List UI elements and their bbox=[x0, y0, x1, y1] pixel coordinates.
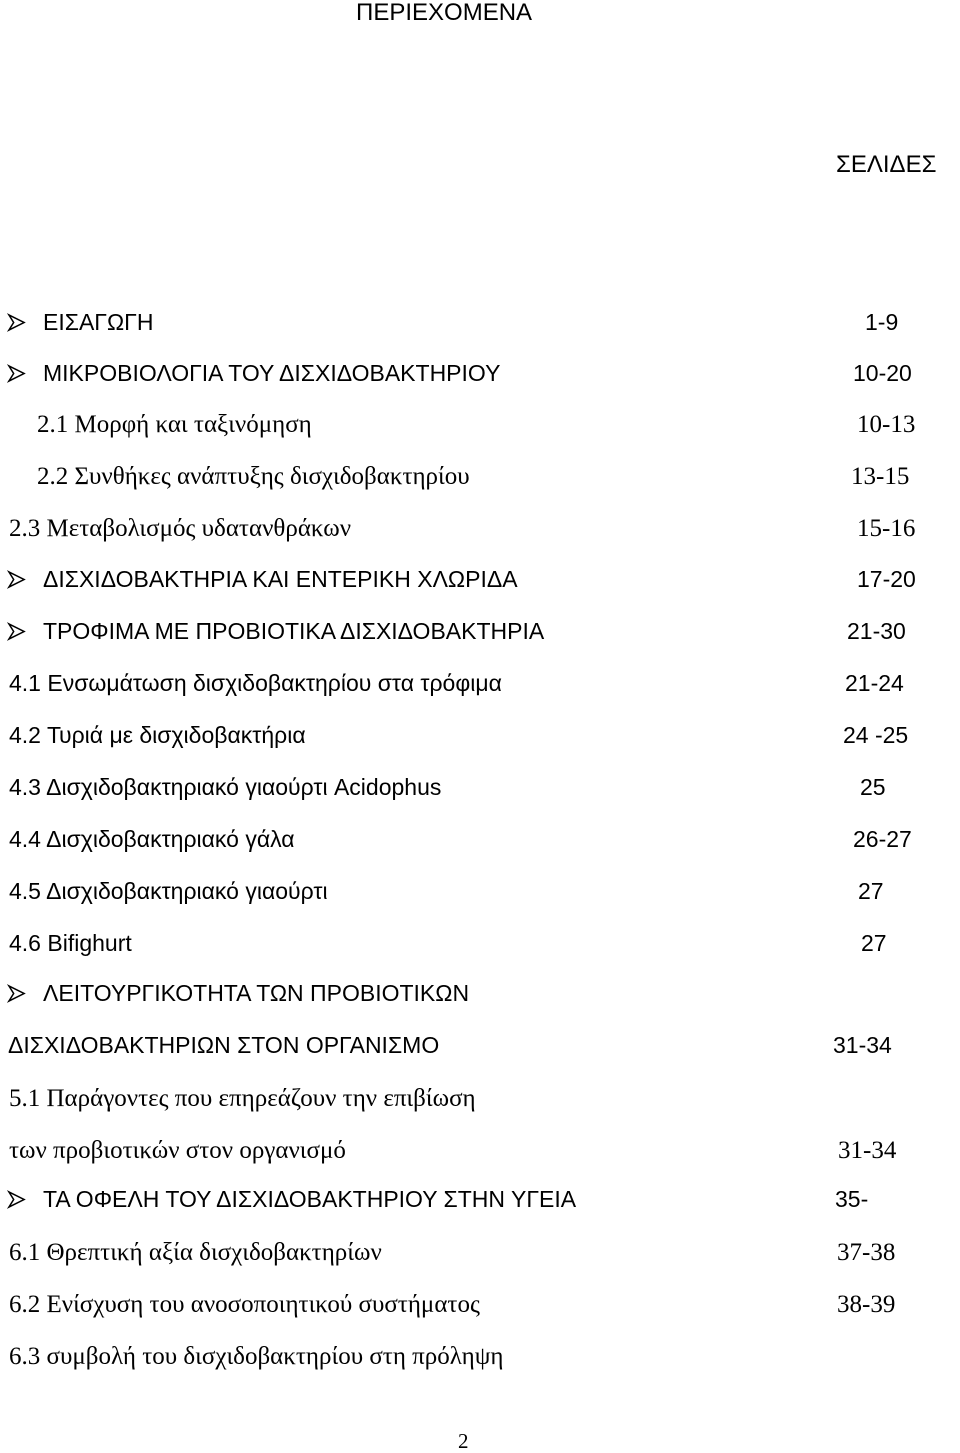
toc-entry-pages: 10-20 bbox=[853, 360, 912, 386]
arrow-bullet-icon bbox=[7, 364, 26, 383]
document-title: ΠΕΡΙΕΧΟΜΕΝΑ bbox=[356, 0, 533, 26]
toc-entry-pages: 26-27 bbox=[853, 826, 912, 852]
toc-entry-pages: 25 bbox=[860, 774, 886, 800]
toc-entry-label: ΜΙΚΡΟΒΙΟΛΟΓΙΑ ΤΟΥ ΔΙΣΧΙΔΟΒΑΚΤΗΡΙΟΥ bbox=[43, 360, 501, 386]
toc-entry-label: ΛΕΙΤΟΥΡΓΙΚΟΤΗΤΑ ΤΩΝ ΠΡΟΒΙΟΤΙΚΩΝ bbox=[43, 980, 470, 1006]
toc-entry-pages: 38-39 bbox=[837, 1291, 896, 1318]
arrow-bullet-icon bbox=[7, 313, 26, 332]
toc-entry-pages: 21-24 bbox=[845, 670, 904, 696]
toc-entry-label: ΕΙΣΑΓΩΓΗ bbox=[43, 309, 154, 335]
toc-entry-label: 6.2 Ενίσχυση του ανοσοποιητικού συστήματος bbox=[9, 1291, 480, 1318]
toc-entry-pages: 13-15 bbox=[851, 463, 910, 490]
toc-entry-label: ΔΙΣΧΙΔΟΒΑΚΤΗΡΙΩΝ ΣΤΟΝ ΟΡΓΑΝΙΣΜΟ bbox=[8, 1032, 440, 1058]
toc-entry-label: των προβιοτικών στον οργανισμό bbox=[9, 1137, 346, 1164]
toc-entry-label: ΤΑ ΟΦΕΛΗ ΤΟΥ ΔΙΣΧΙΔΟΒΑΚΤΗΡΙΟΥ ΣΤΗΝ ΥΓΕΙΑ bbox=[43, 1186, 577, 1212]
toc-entry-label: 2.3 Μεταβολισμός υδατανθράκων bbox=[9, 515, 352, 542]
toc-entry-pages: 27 bbox=[861, 930, 887, 956]
arrow-bullet-icon bbox=[7, 622, 26, 641]
toc-entry-pages: 27 bbox=[858, 878, 884, 904]
toc-entry-pages: 31-34 bbox=[833, 1032, 892, 1058]
toc-entry-label: 6.3 συμβολή του δισχιδοβακτηρίου στη πρόληψη bbox=[9, 1343, 504, 1370]
toc-entry-pages: 15-16 bbox=[857, 515, 916, 542]
toc-entry-label: 4.1 Ενσωμάτωση δισχιδοβακτηρίου στα τρόφιμα bbox=[9, 670, 502, 696]
toc-entry-label: 4.6 Bifighurt bbox=[9, 930, 132, 956]
toc-entry-pages: 1-9 bbox=[865, 309, 899, 335]
toc-entry-pages: 17-20 bbox=[857, 566, 916, 592]
toc-entry-label: 4.2 Τυριά με δισχιδοβακτήρια bbox=[9, 722, 306, 748]
toc-entry-label: 2.1 Μορφή και ταξινόμηση bbox=[37, 411, 312, 438]
toc-entry-pages: 37-38 bbox=[837, 1239, 896, 1266]
toc-entry-label: 2.2 Συνθήκες ανάπτυξης δισχιδοβακτηρίου bbox=[37, 463, 470, 490]
toc-entry-label: 5.1 Παράγοντες που επηρεάζουν την επιβίωση bbox=[9, 1085, 476, 1112]
arrow-bullet-icon bbox=[7, 984, 26, 1003]
toc-entry-label: 4.4 Δισχιδοβακτηριακό γάλα bbox=[9, 826, 295, 852]
arrow-bullet-icon bbox=[7, 570, 26, 589]
page-number: 2 bbox=[458, 1429, 469, 1453]
toc-entry-pages: 35- bbox=[835, 1186, 869, 1212]
toc-entry-label: 4.5 Δισχιδοβακτηριακό γιαούρτι bbox=[9, 878, 328, 904]
arrow-bullet-icon bbox=[7, 1190, 26, 1209]
toc-entry-pages: 24 -25 bbox=[843, 722, 909, 748]
toc-entry-pages: 21-30 bbox=[847, 618, 906, 644]
toc-entry-label: ΤΡΟΦΙΜΑ ΜΕ ΠΡΟΒΙΟΤΙΚΑ ΔΙΣΧΙΔΟΒΑΚΤΗΡΙΑ bbox=[43, 618, 545, 644]
toc-entry-label: 6.1 Θρεπτική αξία δισχιδοβακτηρίων bbox=[9, 1239, 382, 1266]
toc-entry-pages: 10-13 bbox=[857, 411, 916, 438]
pages-column-header: ΣΕΛΙΔΕΣ bbox=[836, 151, 937, 178]
toc-entry-pages: 31-34 bbox=[838, 1137, 897, 1164]
toc-entry-label: 4.3 Δισχιδοβακτηριακό γιαούρτι Acidophus bbox=[9, 774, 442, 800]
toc-entry-label: ΔΙΣΧΙΔΟΒΑΚΤΗΡΙΑ ΚΑΙ ΕΝΤΕΡΙΚΗ ΧΛΩΡΙΔΑ bbox=[43, 566, 518, 592]
